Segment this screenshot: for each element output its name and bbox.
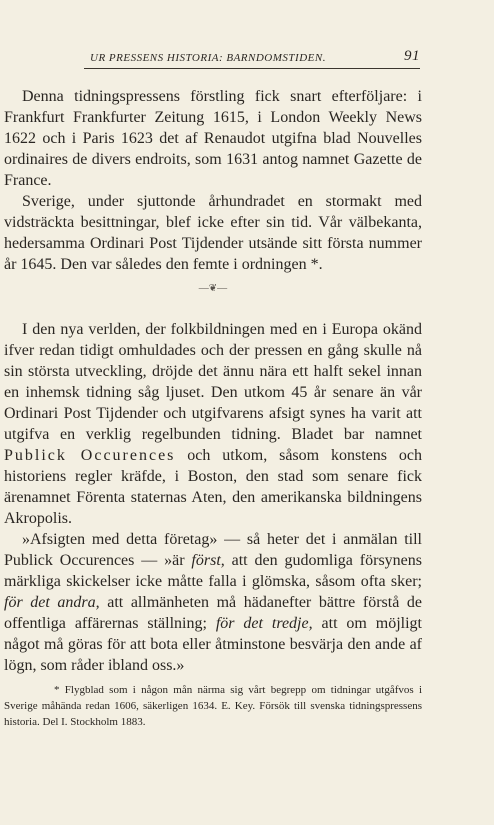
paragraph-1: Denna tidningspressens förstling fick snart efterföljare: i Frankfurt Frankfurter Zeitung 1615, i London Weekly News 1622 och i Paris 1623 det af Renaudot utgifna blad Nouvelles ordinaires de divers endroits, som 1631 antog namnet Gazette de France. — [4, 88, 422, 189]
footnote — [4, 682, 422, 730]
spaced-title: Publick Occurences — [4, 447, 176, 464]
paragraph-3: I den nya verlden, der folkbildningen med en i Europa okänd ifver redan tidigt omhuldades och der pressen en gång skulle nå sin största utveckling, dröjde det ännu nära ett halft sekel innan en inhemsk tidning såg ljuset. Den utkom 45 år senare än vår Ordinari Post Tijdender och utgifvarens afsigt synes ha varit att utgifva en verklig regelbunden tidning. Bladet bar namnet Publick Occurences och utkom, såsom konstens och historiens regler kräfde, i Boston, den stad som senare fick ärenamnet Förenta staternas Aten, den amerikanska bildningens Akropolis. — [4, 321, 422, 527]
emphasis-third: för det tredje, — [215, 615, 313, 632]
main-text — [4, 86, 422, 676]
emphasis-second: för det andra, — [4, 594, 100, 611]
section-divider: —❦— — [198, 283, 228, 294]
emphasis-first: först, — [191, 552, 225, 569]
page-number: 91 — [404, 48, 420, 64]
paragraph-4: »Afsigten med detta företag» — så heter det i anmälan till Publick Occurences — »är först, att den gudomliga försynens märkliga skickelser icke måtte falla i glömska, såsom ofta sker; för det andra, att allmänheten må hädanefter bättre förstå de offentliga affärernas ställning; för det tredje, att om möjligt något må göras för att bota eller åtminstone besvärja den ande af lögn, som råder ibland oss.» — [4, 531, 422, 674]
footnote-text: * Flygblad som i någon mån närma sig vårt begrepp om tidningar utgåfvos i Sverige måhända redan 1606, säkerligen 1634. E. Key. Försök till svenska tidningspressens historia. Del I. Stockholm 1883. — [4, 684, 422, 728]
running-title: UR PRESSENS HISTORIA: BARNDOMSTIDEN. — [90, 52, 326, 64]
paragraph-2: Sverige, under sjuttonde århundradet en stormakt med vidsträckta besittningar, blef icke efter sin tid. Vår välbekanta, hedersamma Ordinari Post Tijdender utsände sitt första nummer år 1645. Den var således den femte i ordningen *. — [4, 193, 422, 273]
running-header — [84, 50, 420, 69]
